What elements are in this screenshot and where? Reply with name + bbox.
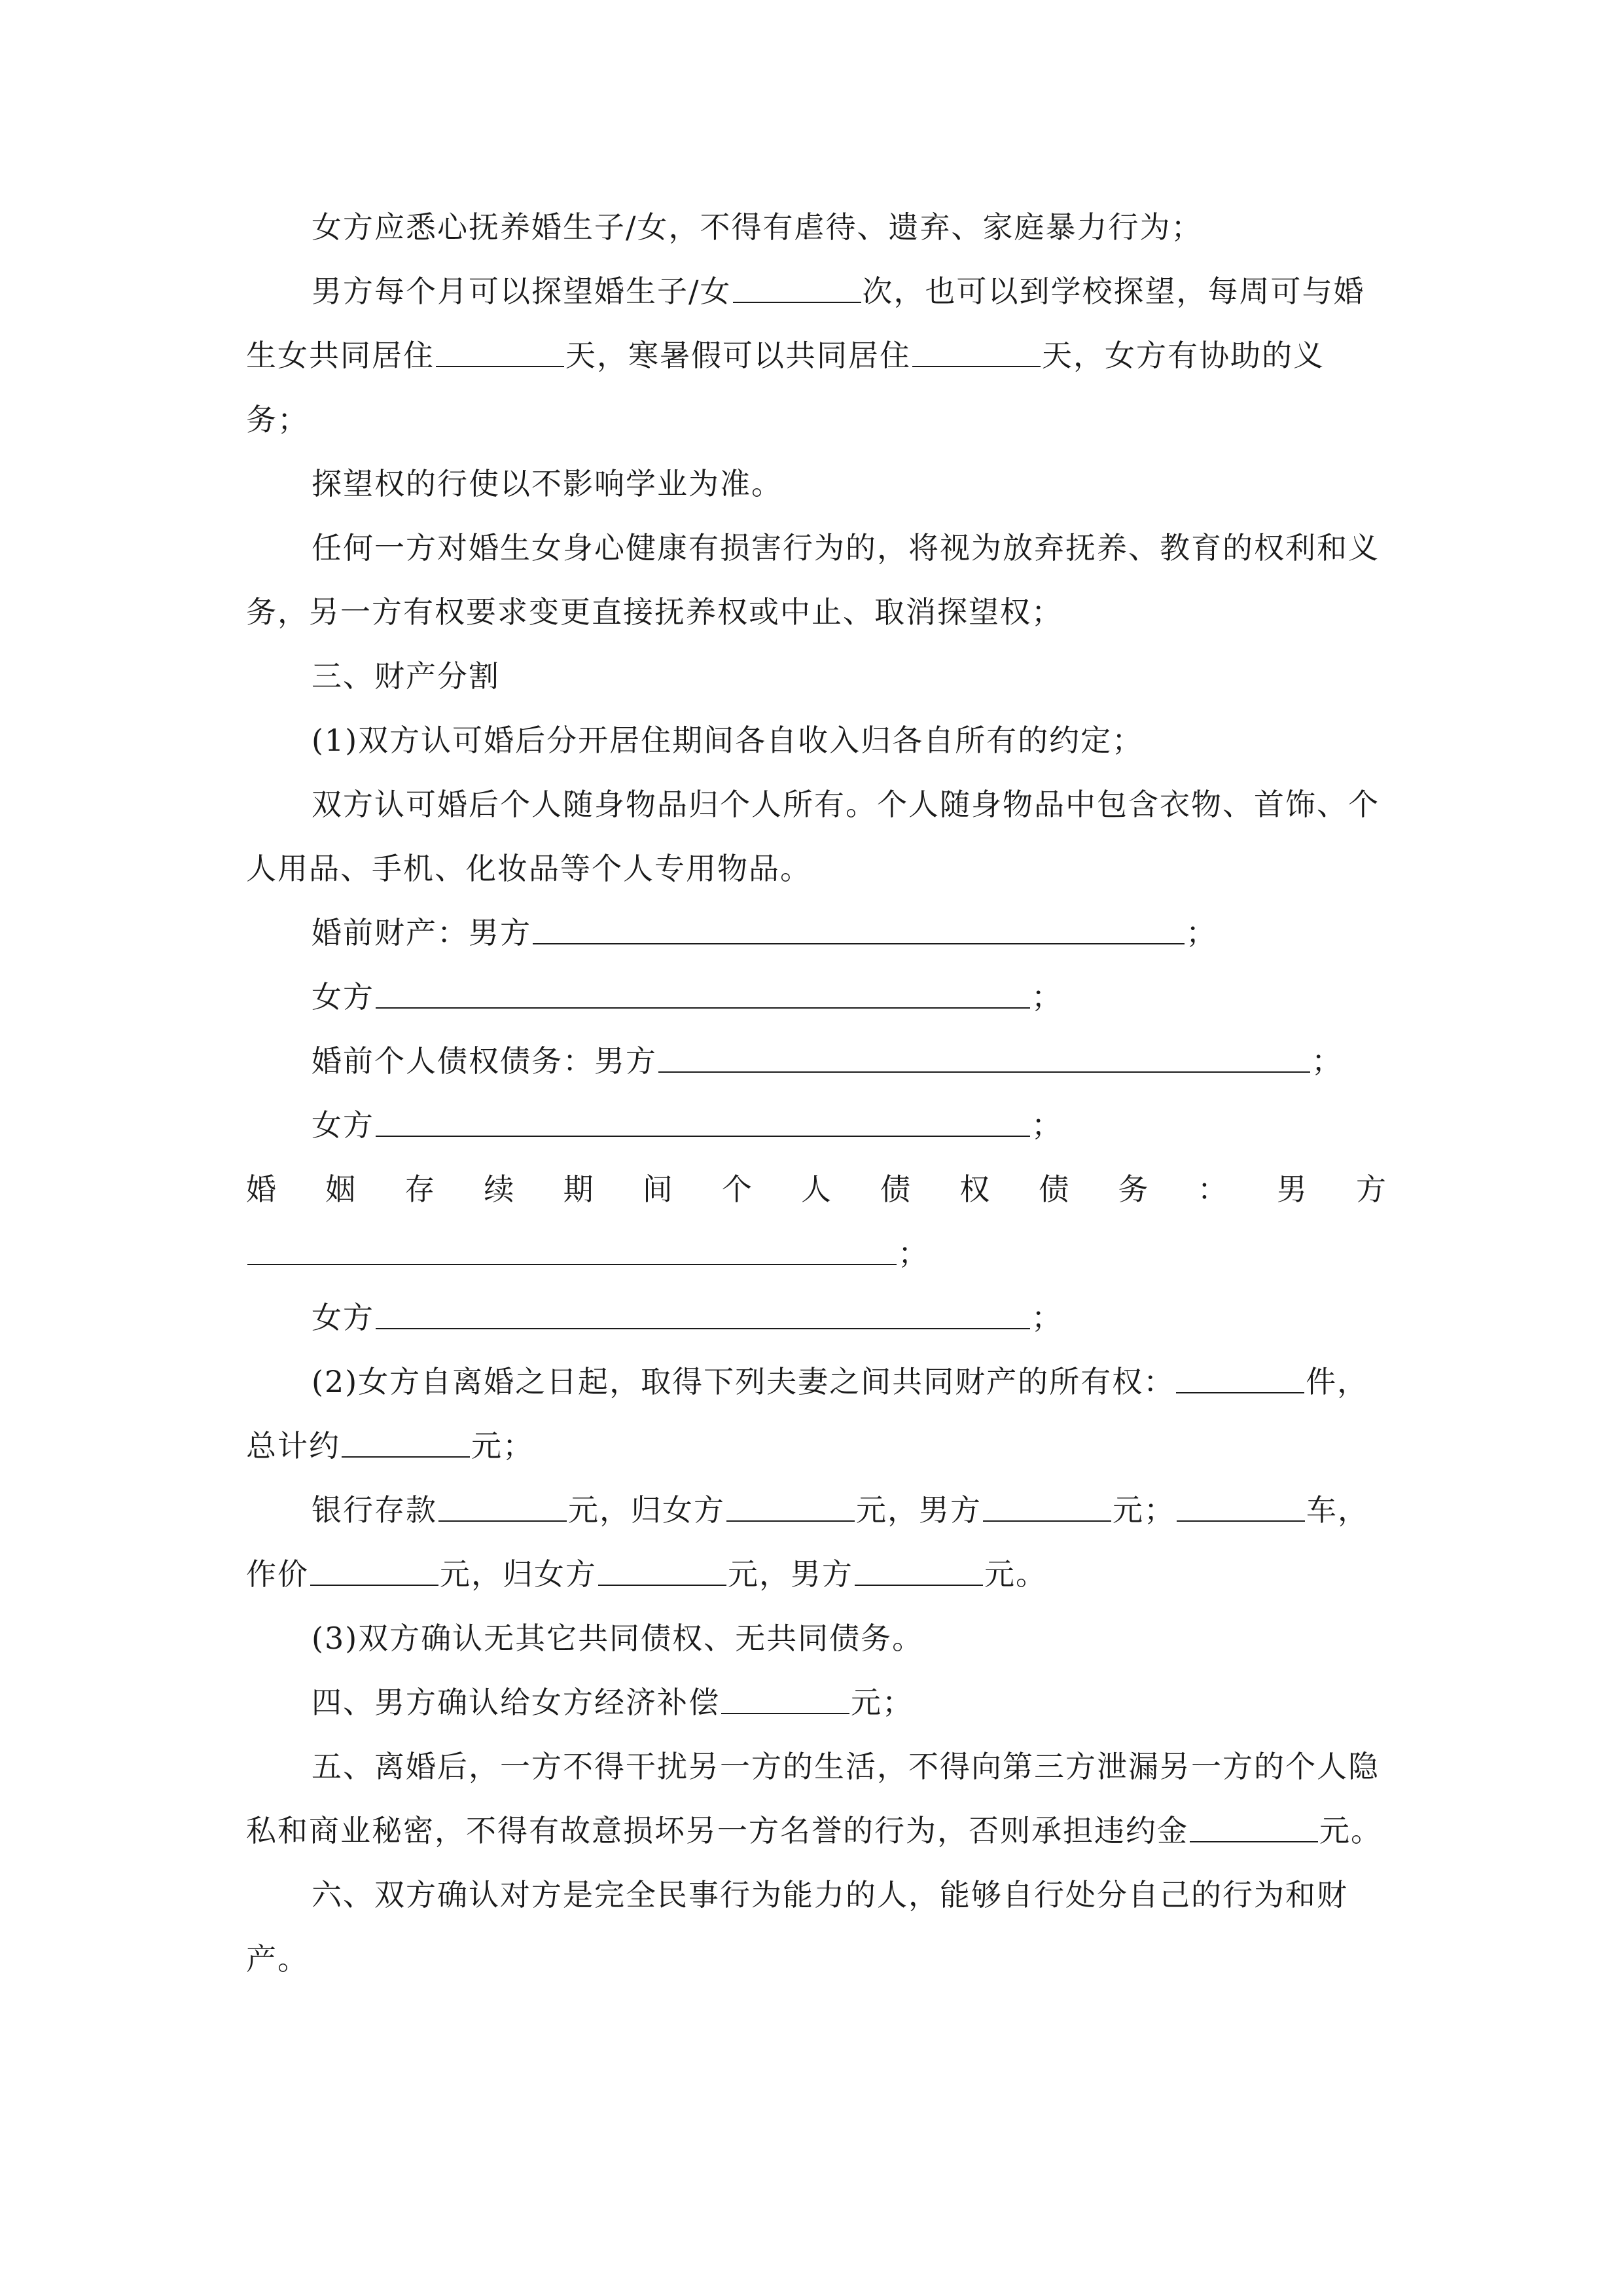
- blank-property-count[interactable]: [1176, 1362, 1304, 1393]
- blank-marital-debt-female[interactable]: [376, 1298, 1030, 1329]
- paragraph-premarital-debt-male: 婚前个人债权债务：男方 ；: [246, 1029, 1386, 1093]
- blank-holiday-days[interactable]: [912, 336, 1041, 367]
- paragraph-compensation: 四、男方确认给女方经济补偿 元；: [246, 1670, 1386, 1734]
- blank-car-value[interactable]: [310, 1554, 438, 1586]
- document-body: [246, 195, 1386, 1991]
- paragraph-premarital-property-female: 女方 ；: [246, 965, 1386, 1029]
- blank-visits-per-month[interactable]: [733, 272, 861, 303]
- paragraph-premarital-property-male: 婚前财产：男方 ；: [246, 901, 1386, 965]
- blank-car[interactable]: [1177, 1490, 1305, 1522]
- paragraph-visitation-rule: 探望权的行使以不影响学业为准。: [312, 466, 783, 501]
- paragraph-marital-debt-male-heading: 婚 姻 存 续 期 间 个 人 债 权 债 务 ： 男 方: [246, 1172, 1386, 1207]
- blank-property-total[interactable]: [342, 1426, 470, 1458]
- paragraph-marital-debt-male-line: ；: [246, 1221, 1386, 1285]
- section-heading-property: 三、财产分割: [312, 658, 500, 694]
- paragraph-harm-clause: 任何一方对婚生女身心健康有损害行为的，将视为放弃抚养、教育的权利和义务，另一方有权要求变更直接抚养权或中止、取消探望权；: [246, 530, 1380, 630]
- paragraph-income: (1)双方认可婚后分开居住期间各自收入归各自所有的约定；: [312, 723, 1144, 758]
- blank-marital-debt-male[interactable]: [247, 1234, 897, 1265]
- blank-car-male[interactable]: [855, 1554, 983, 1586]
- paragraph-marital-debt-female: 女方 ；: [246, 1285, 1386, 1350]
- blank-premarital-property-male[interactable]: [533, 913, 1185, 944]
- paragraph-personal-items: 双方认可婚后个人随身物品归个人所有。个人随身物品中包含衣物、首饰、个人用品、手机、化妆品等个人专用物品。: [246, 787, 1380, 886]
- blank-bank-female[interactable]: [726, 1490, 855, 1522]
- blank-bank-male[interactable]: [983, 1490, 1111, 1522]
- blank-penalty[interactable]: [1190, 1811, 1318, 1842]
- paragraph-premarital-debt-female: 女方 ；: [246, 1093, 1386, 1157]
- paragraph-visitation-frequency: 男方每个月可以探望婚生子/女 次，也可以到学校探望，每周可与婚生女共同居住 天，寒暑假可以共同居住 天，女方有协助的义务；: [246, 259, 1386, 452]
- paragraph-no-common-debt: (3)双方确认无其它共同债权、无共同债务。: [312, 1621, 924, 1656]
- paragraph-common-property: (2)女方自离婚之日起，取得下列夫妻之间共同财产的所有权： 件，总计约 元；: [246, 1350, 1386, 1478]
- paragraph-capacity: 六、双方确认对方是完全民事行为能力的人，能够自行处分自己的行为和财产。: [246, 1877, 1348, 1977]
- blank-compensation[interactable]: [721, 1683, 849, 1714]
- blank-bank-deposit[interactable]: [438, 1490, 567, 1522]
- blank-car-female[interactable]: [598, 1554, 726, 1586]
- blank-premarital-debt-male[interactable]: [658, 1041, 1310, 1073]
- blank-days-per-week[interactable]: [436, 336, 564, 367]
- paragraph-bank-and-car: 银行存款 元，归女方 元，男方 元； 车，作价 元，归女方 元，男方 元。: [246, 1478, 1386, 1606]
- paragraph-privacy: 五、离婚后，一方不得干扰另一方的生活，不得向第三方泄漏另一方的个人隐私和商业秘密，不得有故意损坏另一方名誉的行为，否则承担违约金 元。: [246, 1749, 1382, 1848]
- paragraph-upbringing: 女方应悉心抚养婚生子/女，不得有虐待、遗弃、家庭暴力行为；: [312, 209, 1203, 245]
- blank-premarital-debt-female[interactable]: [376, 1105, 1030, 1137]
- blank-premarital-property-female[interactable]: [376, 977, 1030, 1009]
